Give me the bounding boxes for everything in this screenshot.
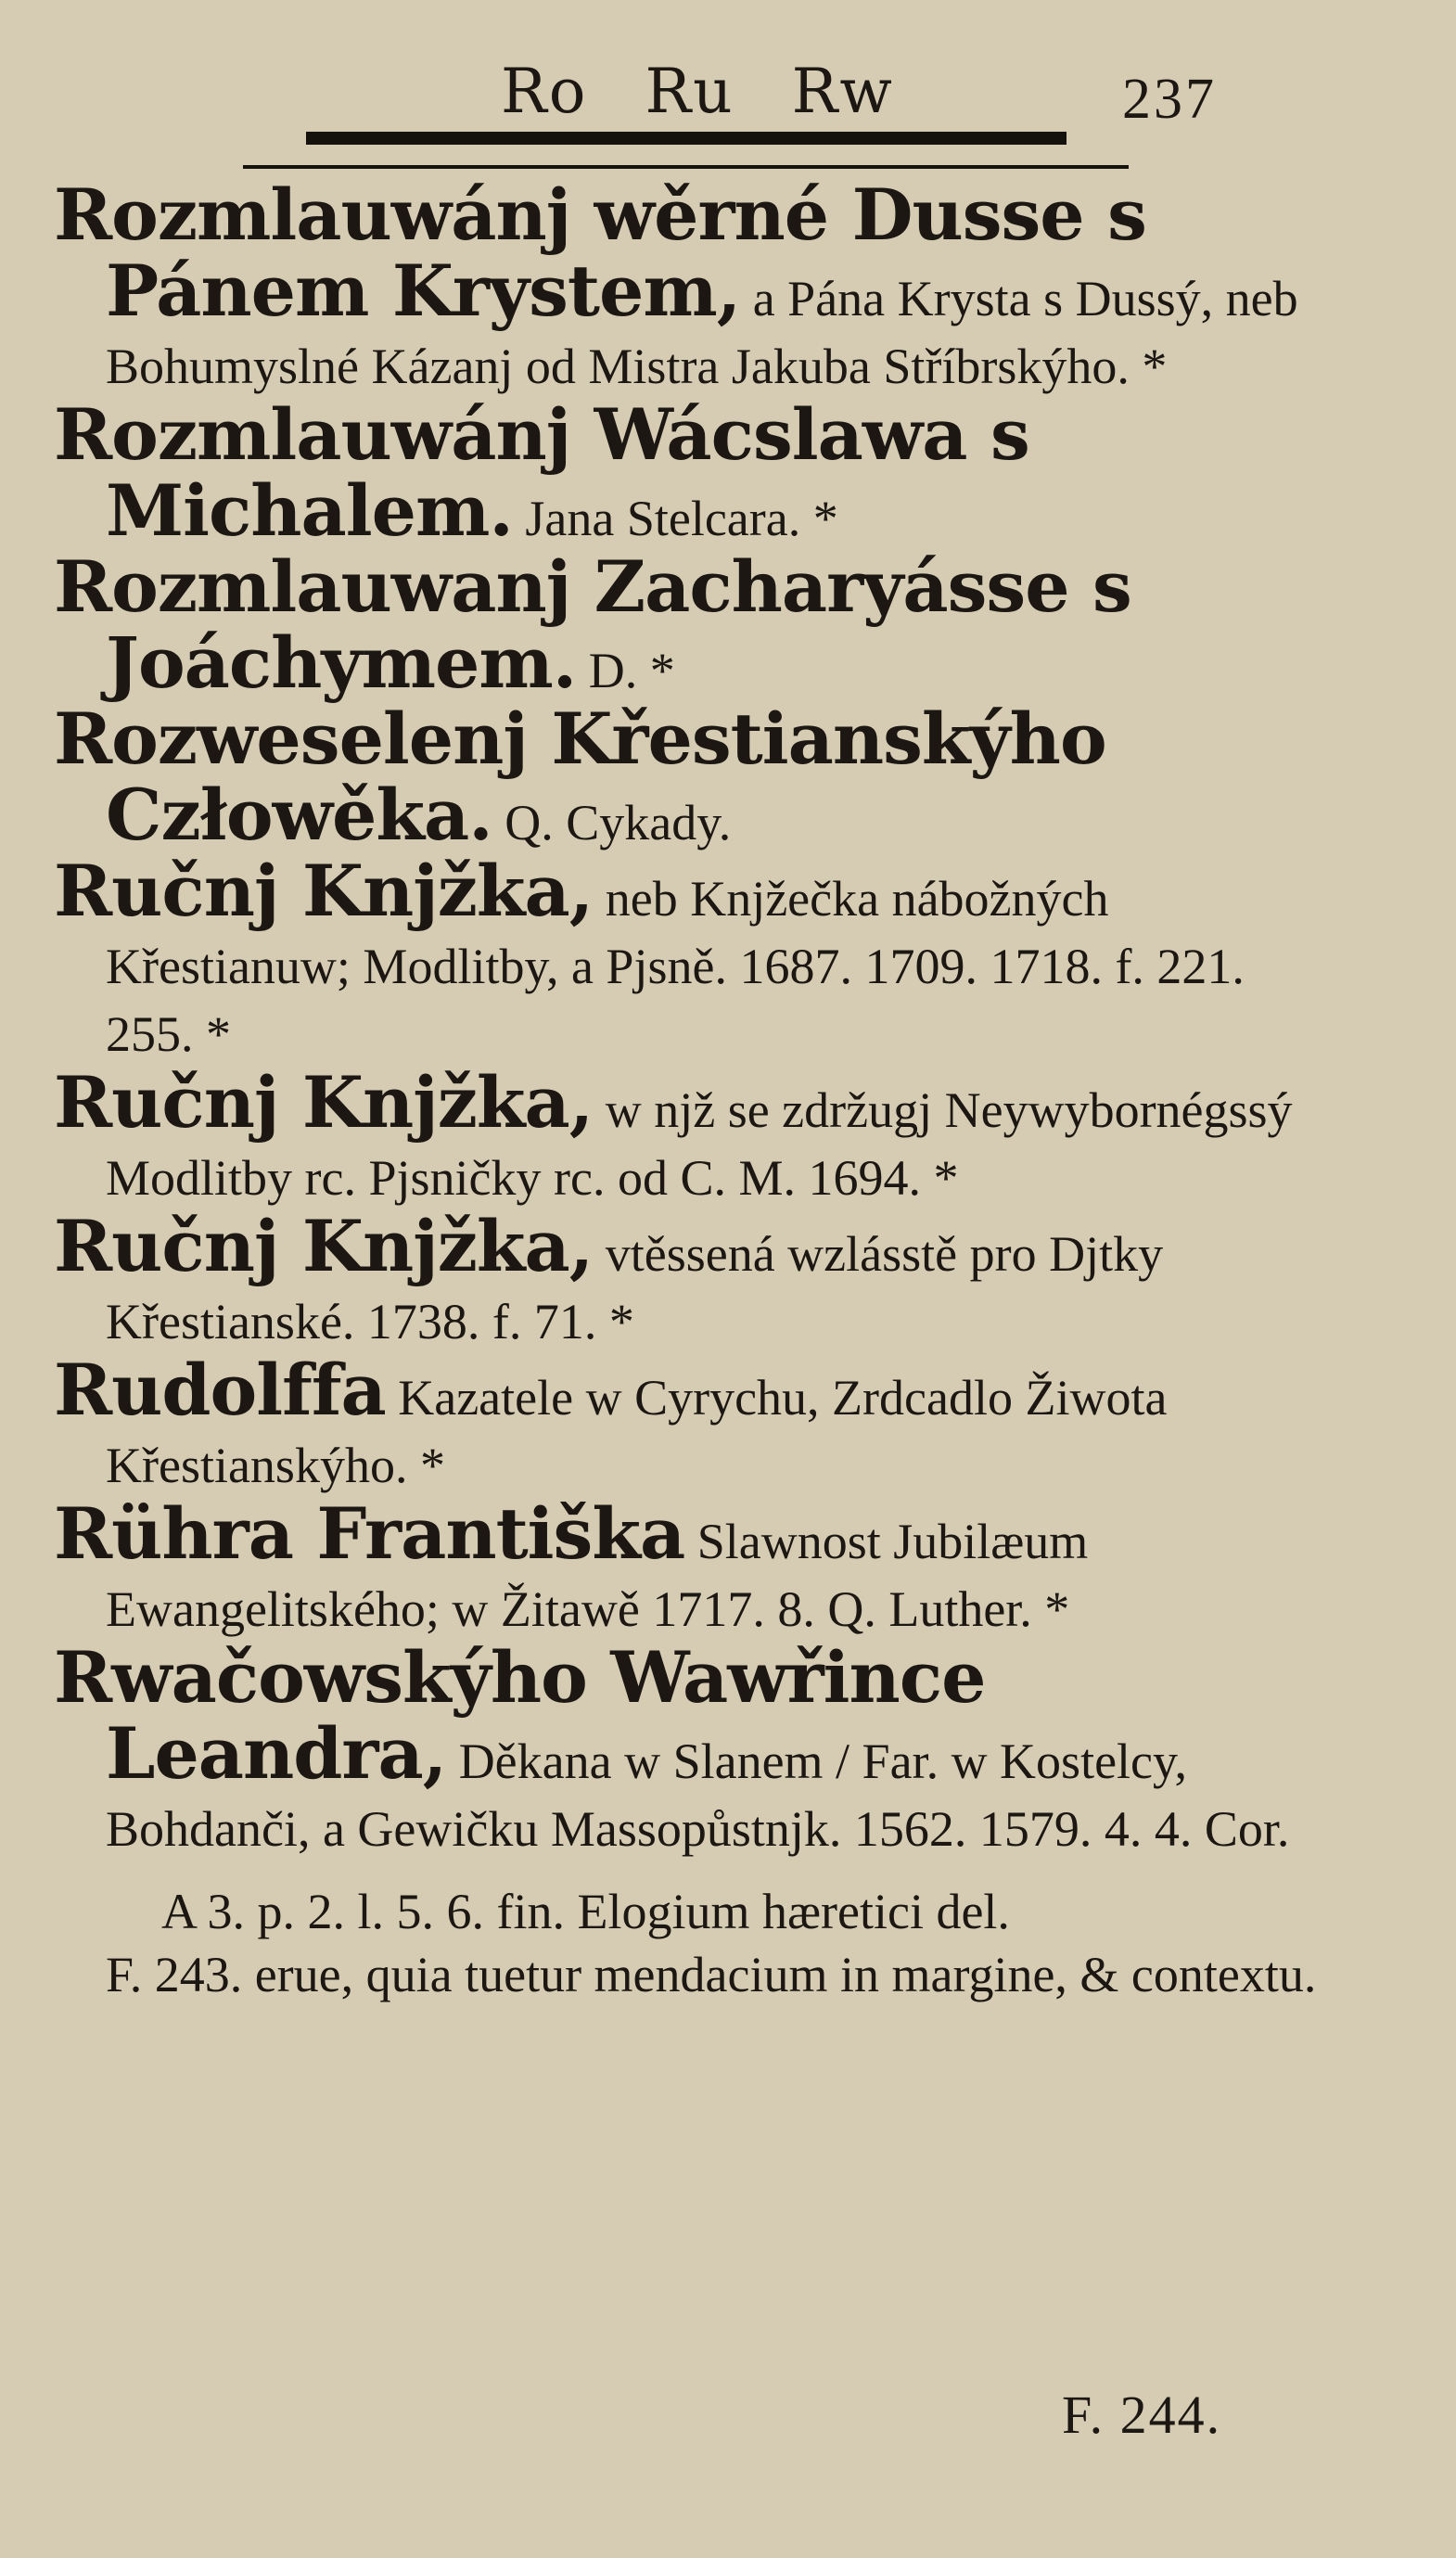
entry-text: Slawnost Jubilæum Ewangelitského; w Žitawě 1717. 8. Q. Luther. * — [106, 1514, 1089, 1637]
bibliography-entry — [54, 1636, 1324, 1863]
bibliography-entry — [54, 850, 1324, 1068]
bibliography-entry — [54, 173, 1324, 401]
bibliography-entry — [54, 1492, 1324, 1644]
entry-lemma: Rwačowskýho Wawřince Leandra, — [54, 1636, 986, 1795]
entry-text: Děkana w Slanem / Far. w Kostelcy, Bohdanči, a Gewičku Massopůstnjk. 1562. 1579. 4. 4. Cor. — [106, 1733, 1290, 1857]
running-head-term: Rw — [791, 56, 894, 127]
header-rule-thick — [306, 132, 1066, 145]
bibliography-entry — [54, 393, 1324, 553]
entry-text: Kazatele w Cyrychu, Zrdcadlo Žiwota Křestianskýho. * — [106, 1370, 1168, 1493]
page-number: 237 — [1122, 68, 1217, 131]
entry-lemma: Rozmlauwanj Zacharyásse s Joáchymem. — [54, 545, 1131, 704]
entry-text: neb Knjžečka nábožných Křestianuw; Modlitby, a Pjsně. 1687. 1709. 1718. f. 221. 255. * — [106, 871, 1245, 1062]
bibliography-entry — [54, 697, 1324, 857]
catchword: F. 244. — [1062, 2385, 1222, 2445]
bibliography-entry — [54, 1205, 1324, 1356]
censor-note-text: F. 243. erue, quia tuetur mendacium in margine, & contextu. — [106, 1947, 1317, 2002]
entry-lemma: Rozweselenj Křestianskýho Człowěka. — [54, 697, 1106, 856]
entry-text: D. * — [588, 643, 675, 698]
entry-lemma: Rozmlauwánj Wácslawa s Michalem. — [54, 393, 1029, 552]
entry-text: Q. Cykady. — [504, 795, 732, 851]
bibliography-entry — [54, 1349, 1324, 1500]
bibliography-entry — [54, 545, 1324, 705]
entry-text: a Pána Krysta s Dussý, neb Bohumyslné Kázanj od Mistra Jakuba Stříbrskýho. * — [106, 271, 1298, 394]
entry-lemma: Ručnj Knjžka, — [54, 850, 594, 932]
entry-text: vtěssená wzlásstě pro Djtky Křestianské. 1738. f. 71. * — [106, 1226, 1164, 1349]
censor-note — [54, 1880, 1324, 2006]
running-head-term: Ro — [501, 56, 588, 127]
entry-lemma: Rühra Františka — [54, 1492, 685, 1575]
entry-list — [54, 173, 1324, 2006]
bibliography-entry — [54, 1061, 1324, 1212]
header-rule-thin — [243, 165, 1129, 169]
page-header — [0, 46, 1456, 176]
running-head — [501, 56, 952, 127]
entry-text: w njž se zdržugj Neywybornégssý Modlitby rc. Pjsničky rc. od C. M. 1694. * — [106, 1082, 1293, 1206]
entry-lemma: Ručnj Knjžka, — [54, 1205, 594, 1287]
entry-text: Jana Stelcara. * — [525, 491, 838, 546]
censor-note-first-line: A 3. p. 2. l. 5. 6. fin. Elogium hæretici del. — [161, 1884, 1010, 1939]
entry-lemma: Rozmlauwánj wěrné Dusse s Pánem Krystem, — [54, 173, 1146, 332]
entry-lemma: Ručnj Knjžka, — [54, 1061, 594, 1144]
running-head-term: Ru — [645, 56, 734, 127]
entry-lemma: Rudolffa — [54, 1349, 386, 1431]
